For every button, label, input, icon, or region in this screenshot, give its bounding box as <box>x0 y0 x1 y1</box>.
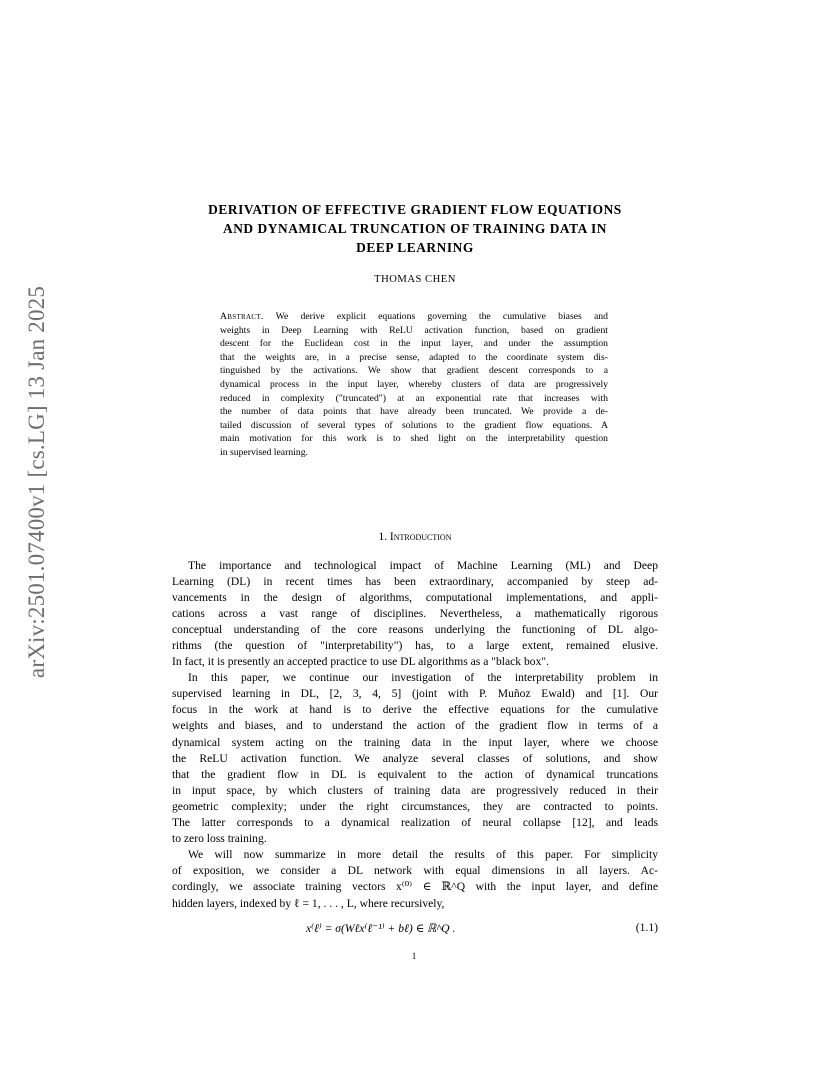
text-line: of exposition, we consider a DL network with equal dimensions in all layers. Ac- <box>172 864 658 878</box>
title-line: DERIVATION OF EFFECTIVE GRADIENT FLOW EQUATIONS <box>208 202 622 217</box>
abstract-line: tinguished by the activations. We show that gradient descent corresponds to a <box>220 365 608 377</box>
text-line: In fact, it is presently an accepted practice to use DL algorithms as a "black box". <box>172 655 550 669</box>
abstract-line: main motivation for this work is to shed light on the interpretability question <box>220 433 608 445</box>
paper-title <box>172 200 658 257</box>
text-line: hidden layers, indexed by ℓ = 1, . . . , L, where recursively, <box>172 896 445 910</box>
equation-number: (1.1) <box>635 920 658 934</box>
paper-page <box>172 200 658 941</box>
text-line: in input space, by which clusters of training data are progressively reduced in their <box>172 783 658 797</box>
equation-body: x⁽ℓ⁾ = σ(Wℓx⁽ℓ⁻¹⁾ + bℓ) ∈ ℝ^Q . <box>306 921 456 935</box>
paragraph <box>172 670 658 847</box>
abstract-line: in supervised learning. <box>220 446 308 458</box>
text-line: The latter corresponds to a dynamical realization of neural collapse [12], and leads <box>172 816 658 830</box>
title-line: AND DYNAMICAL TRUNCATION OF TRAINING DATA IN <box>222 221 608 236</box>
section-title: Introduction <box>389 530 452 543</box>
equation-1-1 <box>172 921 658 941</box>
text-line: focus in the work at hand is to derive the effective equations for the cumulative <box>172 703 658 717</box>
section-number: 1. <box>378 530 388 543</box>
abstract <box>220 310 608 460</box>
arxiv-identifier: arXiv:2501.07400v1 [cs.LG] 13 Jan 2025 <box>24 285 49 679</box>
text-line: cordingly, we associate training vectors x⁽⁰⁾ ∈ ℝ^Q with the input layer, and define <box>172 880 658 894</box>
author-name: THOMAS CHEN <box>374 274 456 285</box>
title-line: DEEP LEARNING <box>356 240 474 255</box>
text-line: Learning (DL) in recent times has been extraordinary, accompanied by steep ad- <box>172 574 658 588</box>
text-line: vancements in the design of algorithms, computational implementations, and appli- <box>172 590 658 604</box>
text-line: cations across a vast range of disciplines. Nevertheless, a mathematically rigorous <box>172 606 658 620</box>
text-line: to zero loss training. <box>172 832 267 846</box>
text-line: the ReLU activation function. We analyze several classes of solutions, and show <box>172 751 658 765</box>
text-line: rithms (the question of "interpretability") has, to a large extent, remained elusive. <box>172 639 658 652</box>
paragraph <box>172 847 658 911</box>
page-number: 1 <box>411 951 417 961</box>
section-heading <box>172 530 658 544</box>
text-line: weights and biases, and to understand the action of the gradient flow in terms of a <box>172 719 658 733</box>
text-line: that the gradient flow in DL is equivalent to the action of dynamical truncations <box>172 767 658 781</box>
abstract-line: descent for the Euclidean cost in the input layer, and under the assumption <box>220 338 608 350</box>
abstract-line: dynamical process in the input layer, whereby clusters of data are progressively <box>220 378 608 390</box>
text-line: We will now summarize in more detail the results of this paper. For simplicity <box>188 848 658 862</box>
text-line: The importance and technological impact of Machine Learning (ML) and Deep <box>188 558 658 572</box>
text-line: geometric complexity; under the right circumstances, they are contracted to points. <box>172 799 658 813</box>
abstract-line: that the weights are, in a precise sense, adapted to the coordinate system dis- <box>220 351 608 363</box>
abstract-label: Abstract. <box>220 311 264 322</box>
body-text <box>172 558 658 912</box>
text-line: conceptual understanding of the core reasons underlying the functioning of DL algo- <box>172 622 658 636</box>
abstract-line: weights in Deep Learning with ReLU activation function, based on gradient <box>220 324 608 336</box>
text-line: supervised learning in DL, [2, 3, 4, 5] (joint with P. Muñoz Ewald) and [1]. Our <box>172 687 658 701</box>
text-line: dynamical system acting on the training data in the input layer, where we choose <box>172 735 658 749</box>
abstract-line: reduced in complexity ("truncated") at an exponential rate that increases with <box>220 392 608 404</box>
paragraph <box>172 558 658 671</box>
text-line: In this paper, we continue our investigation of the interpretability problem in <box>188 671 658 685</box>
arxiv-sidebar <box>22 262 52 702</box>
abstract-line: tailed discussion of several types of solutions to the gradient flow equations. A <box>220 419 608 431</box>
abstract-line: the number of data points that have already been truncated. We provide a de- <box>220 406 608 418</box>
abstract-line: Abstract. We derive explicit equations governing the cumulative biases and <box>220 311 608 322</box>
